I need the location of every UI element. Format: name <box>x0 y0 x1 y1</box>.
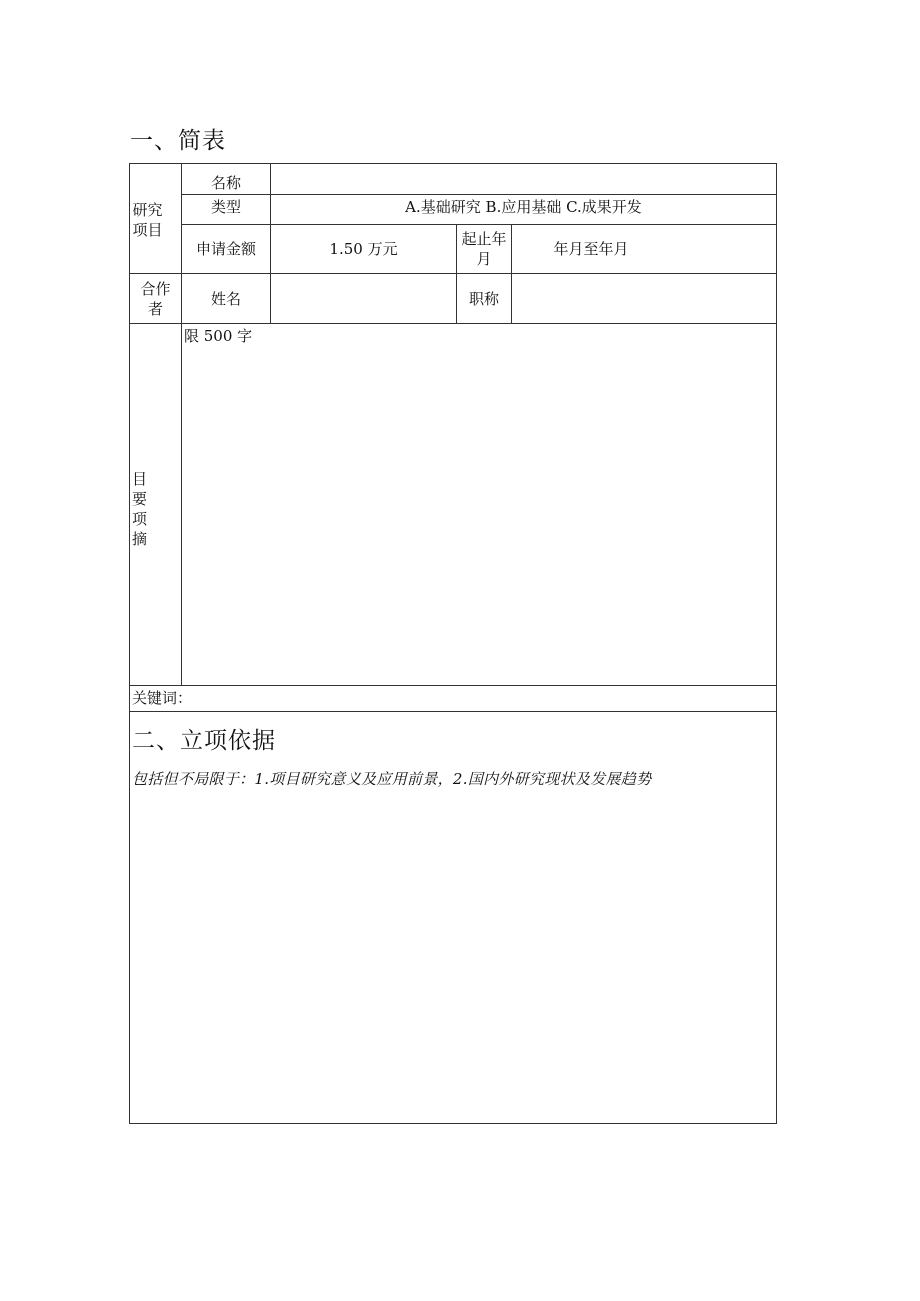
amount-value[interactable]: 1.50 万元 <box>329 240 398 258</box>
section2-hint: 包括但不局限于：1.项目研究意义及应用前景，2.国内外研究现状及发展趋势 <box>132 770 652 788</box>
abstract-text-area[interactable] <box>182 324 776 685</box>
section1-title: 一、简表 <box>130 128 226 154</box>
collaborator-group-label: 合作 者 <box>140 280 171 318</box>
summary-form-table <box>129 163 777 1124</box>
keywords-field[interactable] <box>199 686 776 711</box>
section2-title: 二、立项依据 <box>132 728 276 754</box>
collaborator-title-label: 职称 <box>468 289 499 308</box>
collaborator-name-label: 姓名 <box>210 289 241 308</box>
collaborator-name-field[interactable] <box>271 274 456 323</box>
project-name-field[interactable] <box>271 164 776 194</box>
project-group-label: 研究 项目 <box>132 201 163 239</box>
table-border-bottom <box>129 1123 777 1124</box>
amount-label: 申请金额 <box>195 240 256 258</box>
name-label: 名称 <box>210 174 241 192</box>
basis-text-area[interactable] <box>130 793 776 1123</box>
keywords-label: 关键词： <box>132 689 193 707</box>
collaborator-title-field[interactable] <box>512 274 776 323</box>
row-divider <box>129 711 777 712</box>
abstract-hint: 限 500 字 <box>184 327 253 345</box>
abstract-label: 目 要 项 摘 <box>132 470 148 548</box>
period-label: 起止年 月 <box>461 230 507 268</box>
project-type-options[interactable]: A.基础研究 B.应用基础 C.成果开发 <box>405 198 642 216</box>
table-border-right <box>776 163 777 1124</box>
period-value[interactable]: 年月至年月 <box>553 240 629 258</box>
type-label: 类型 <box>210 198 241 216</box>
